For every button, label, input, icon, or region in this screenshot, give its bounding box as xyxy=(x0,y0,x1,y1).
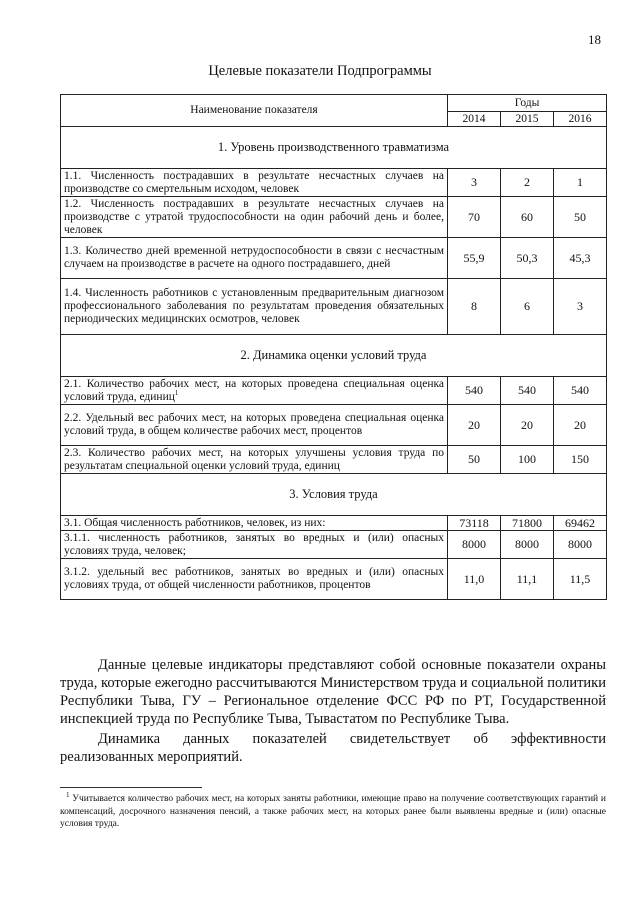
indicator-value: 6 xyxy=(501,279,554,335)
page-title: Целевые показатели Подпрограммы xyxy=(208,63,432,79)
indicator-value: 20 xyxy=(501,405,554,446)
section-title: 2. Динамика оценки условий труда xyxy=(61,335,607,377)
indicator-value: 8000 xyxy=(448,531,501,559)
indicator-value: 73118 xyxy=(448,516,501,531)
indicator-name: 1.4. Численность работников с установленным предварительным диагнозом профессионального заболевания по результатам проведения обязательных периодических медицинских осмотров, человек xyxy=(61,279,448,335)
indicator-value: 20 xyxy=(448,405,501,446)
indicator-value: 11,1 xyxy=(501,559,554,600)
indicator-name: 3.1.2. удельный вес работников, занятых во вредных и (или) опасных условиях труда, от общей численности работников, процентов xyxy=(61,559,448,600)
indicator-value: 8000 xyxy=(554,531,607,559)
header-indicator-name: Наименование показателя xyxy=(61,95,448,127)
indicator-value: 50 xyxy=(554,197,607,238)
body-paragraph: Данные целевые индикаторы представляют собой основные показатели охраны труда, которые ежегодно рассчитываются Министерством труда и социальной политики Республики Тыва, ГУ – Региональное отделение ФСС РФ по РТ, Государственной инспекцией труда по Республике Тыва, Тывастатом по Республике Тыва. xyxy=(60,657,606,727)
indicator-name: 3.1. Общая численность работников, человек, из них: xyxy=(61,516,448,531)
section-title: 1. Уровень производственного травматизма xyxy=(61,127,607,169)
indicator-name: 1.3. Количество дней временной нетрудоспособности в связи с несчастным случаем на производстве в расчете на одного пострадавшего, дней xyxy=(61,238,448,279)
year-header: 2015 xyxy=(501,112,554,127)
year-header: 2016 xyxy=(554,112,607,127)
indicator-value: 1 xyxy=(554,169,607,197)
indicator-name: 1.2. Численность пострадавших в результате несчастных случаев на производстве с утратой трудоспособности на один рабочий день и более, человек xyxy=(61,197,448,238)
footnote xyxy=(60,790,606,831)
indicators-table xyxy=(60,94,607,600)
body-paragraph: Динамика данных показателей свидетельствует об эффективности реализованных мероприятий. xyxy=(60,731,606,765)
indicator-value: 20 xyxy=(554,405,607,446)
indicator-value: 45,3 xyxy=(554,238,607,279)
indicator-value: 540 xyxy=(448,377,501,405)
indicator-value: 150 xyxy=(554,446,607,474)
indicator-value: 8 xyxy=(448,279,501,335)
indicator-name-text: 2.1. Количество рабочих мест, на которых проведена специальная оценка условий труда, единиц xyxy=(64,377,444,403)
indicator-name: 3.1.1. численность работников, занятых во вредных и (или) опасных условиях труда, человек; xyxy=(61,531,448,559)
indicator-name xyxy=(61,377,448,405)
page-number: 18 xyxy=(588,32,601,47)
indicator-name: 1.1. Численность пострадавших в результате несчастных случаев на производстве со смертельным исходом, человек xyxy=(61,169,448,197)
indicator-value: 2 xyxy=(501,169,554,197)
header-years: Годы xyxy=(448,95,607,112)
indicator-value: 71800 xyxy=(501,516,554,531)
indicator-value: 11,5 xyxy=(554,559,607,600)
section-title: 3. Условия труда xyxy=(61,474,607,516)
indicator-value: 70 xyxy=(448,197,501,238)
footnote-divider xyxy=(60,787,202,788)
indicator-value: 540 xyxy=(501,377,554,405)
footnote-text: Учитывается количество рабочих мест, на которых заняты работники, имеющие право на получение соответствующих гарантий и компенсаций, досрочного назначения пенсий, а также рабочих мест, на которых ранее были выявлены вредные и (или) опасные условия труда. xyxy=(60,794,606,829)
indicator-value: 3 xyxy=(448,169,501,197)
year-header: 2014 xyxy=(448,112,501,127)
indicator-value: 540 xyxy=(554,377,607,405)
indicator-value: 100 xyxy=(501,446,554,474)
indicator-value: 55,9 xyxy=(448,238,501,279)
indicator-value: 11,0 xyxy=(448,559,501,600)
indicator-value: 50,3 xyxy=(501,238,554,279)
indicator-value: 8000 xyxy=(501,531,554,559)
footnote-marker: 1 xyxy=(66,790,70,799)
indicator-name: 2.2. Удельный вес рабочих мест, на которых проведена специальная оценка условий труда, в общем количестве рабочих мест, процентов xyxy=(61,405,448,446)
indicator-value: 3 xyxy=(554,279,607,335)
indicator-value: 50 xyxy=(448,446,501,474)
footnote-reference: 1 xyxy=(174,388,179,397)
indicator-value: 69462 xyxy=(554,516,607,531)
indicator-name: 2.3. Количество рабочих мест, на которых улучшены условия труда по результатам специальной оценки условий труда, единиц xyxy=(61,446,448,474)
indicator-value: 60 xyxy=(501,197,554,238)
